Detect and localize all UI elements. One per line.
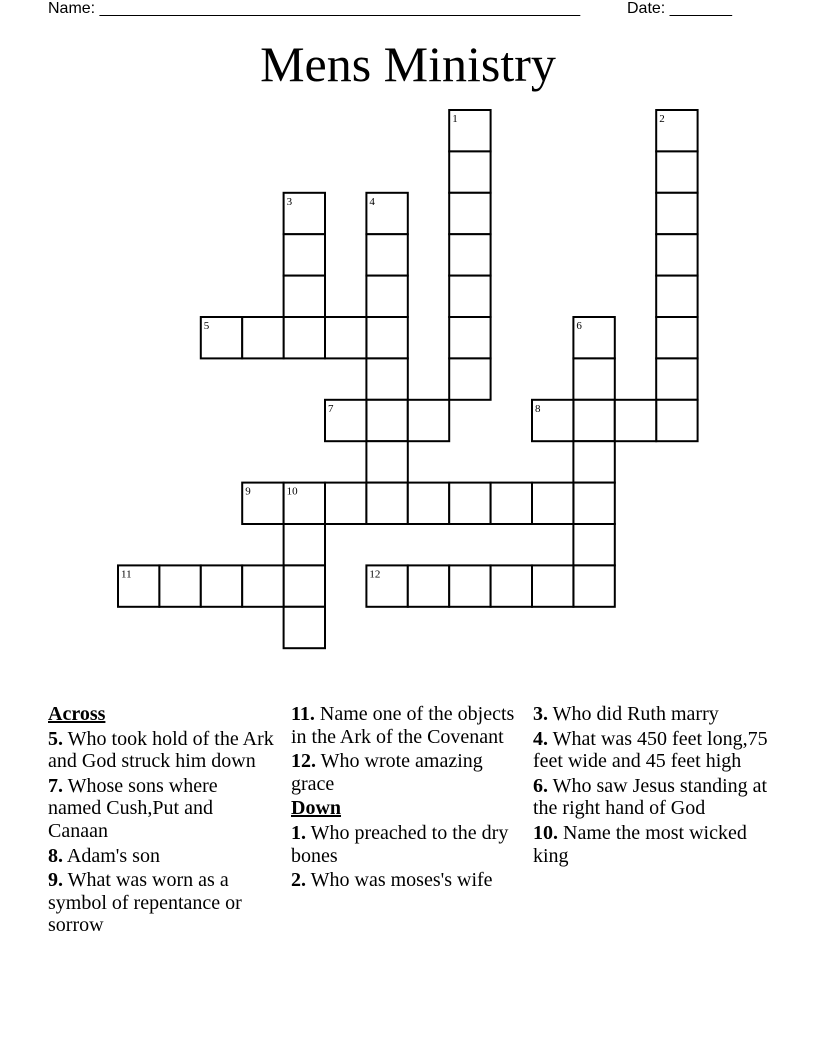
grid-cell[interactable] — [366, 317, 407, 358]
grid-cell[interactable] — [532, 565, 573, 606]
grid-cell[interactable] — [491, 483, 532, 524]
grid-cell[interactable] — [573, 524, 614, 565]
clue-across-11: 11. Name one of the objects in the Ark of the Covenant — [291, 703, 515, 748]
clue-down-10: 10. Name the most wicked king — [533, 821, 747, 867]
grid-cell[interactable] — [656, 234, 697, 275]
clue-down-6: 6. Who saw Jesus standing at the right hand of God — [533, 774, 768, 820]
grid-cell[interactable] — [366, 358, 407, 399]
across-heading: Across — [48, 703, 106, 725]
grid-cell[interactable] — [656, 276, 697, 317]
cell-number-2: 2 — [659, 113, 665, 125]
grid-cell[interactable] — [656, 151, 697, 192]
grid-cell[interactable] — [615, 400, 656, 441]
clue-across-9: 9. What was worn as a symbol of repentance or sorrow — [48, 869, 242, 937]
cell-number-3: 3 — [286, 195, 293, 208]
grid-cell[interactable] — [656, 193, 697, 234]
cell-number-6: 6 — [576, 320, 582, 332]
grid-cell[interactable] — [366, 276, 407, 317]
clue-across-5: 5. Who took hold of the Ark and God struck him down — [48, 727, 274, 773]
cell-number-5: 5 — [203, 320, 210, 332]
grid-cell[interactable] — [573, 483, 614, 524]
grid-cell[interactable] — [159, 565, 200, 606]
clue-across-12: 12. Who wrote amazing grace — [291, 750, 483, 795]
clue-down-4: 4. What was 450 feet long,75 feet wide and 45 feet high — [533, 727, 768, 773]
grid-cell[interactable] — [201, 565, 242, 606]
clue-down-3: 3. Who did Ruth marry — [533, 703, 719, 725]
grid-cell[interactable] — [284, 607, 325, 648]
grid-cell[interactable] — [573, 565, 614, 606]
grid-cell[interactable] — [408, 400, 449, 441]
name-field-label[interactable]: Name: ______________________________________________________ — [48, 0, 581, 17]
date-field-label[interactable]: Date: _______ — [627, 0, 732, 17]
grid-cell[interactable] — [449, 151, 490, 192]
grid-cell[interactable] — [449, 234, 490, 275]
clues-column-3 — [533, 703, 768, 869]
clue-down-2: 2. Who was moses's wife — [291, 869, 493, 892]
grid-cell[interactable] — [449, 565, 490, 606]
grid-cell[interactable] — [325, 483, 366, 524]
grid-cell[interactable] — [242, 317, 283, 358]
down-heading: Down — [291, 797, 342, 820]
grid-cell[interactable] — [573, 400, 614, 441]
grid-cell[interactable] — [242, 565, 283, 606]
grid-cell[interactable] — [325, 317, 366, 358]
cell-number-4: 4 — [369, 195, 375, 208]
grid-cell[interactable] — [366, 234, 407, 275]
grid-cell[interactable] — [656, 400, 697, 441]
clues-column-1 — [48, 703, 274, 939]
clue-across-8: 8. Adam's son — [48, 844, 160, 867]
cell-number-12: 12 — [369, 568, 381, 581]
page-title: Mens Ministry — [260, 36, 556, 92]
cell-number-1: 1 — [452, 113, 458, 125]
grid-cell[interactable] — [532, 483, 573, 524]
clue-across-7: 7. Whose sons where named Cush,Put and Canaan — [48, 774, 218, 842]
grid-cell[interactable] — [408, 483, 449, 524]
grid-cell[interactable] — [366, 441, 407, 482]
grid-cell[interactable] — [284, 234, 325, 275]
grid-cell[interactable] — [284, 565, 325, 606]
grid-cell[interactable] — [366, 483, 407, 524]
grid-cell[interactable] — [449, 317, 490, 358]
grid-cell[interactable] — [408, 565, 449, 606]
grid-cell[interactable] — [573, 441, 614, 482]
cell-number-7: 7 — [328, 402, 334, 415]
cell-number-8: 8 — [535, 402, 541, 415]
grid-cell[interactable] — [656, 317, 697, 358]
grid-cell[interactable] — [449, 276, 490, 317]
grid-cell[interactable] — [449, 193, 490, 234]
cell-number-11: 11 — [121, 568, 132, 581]
grid-cell[interactable] — [573, 358, 614, 399]
clues-column-2 — [291, 703, 521, 894]
cell-number-9: 9 — [245, 485, 251, 498]
grid-cell[interactable] — [284, 276, 325, 317]
grid-cell[interactable] — [284, 317, 325, 358]
grid-cell[interactable] — [449, 483, 490, 524]
clue-down-1: 1. Who preached to the dry bones — [291, 821, 509, 867]
grid-cell[interactable] — [366, 400, 407, 441]
grid-cell[interactable] — [491, 565, 532, 606]
grid-cell[interactable] — [449, 358, 490, 399]
grid-cell[interactable] — [284, 524, 325, 565]
grid-cell[interactable] — [656, 358, 697, 399]
cell-number-10: 10 — [286, 485, 298, 498]
